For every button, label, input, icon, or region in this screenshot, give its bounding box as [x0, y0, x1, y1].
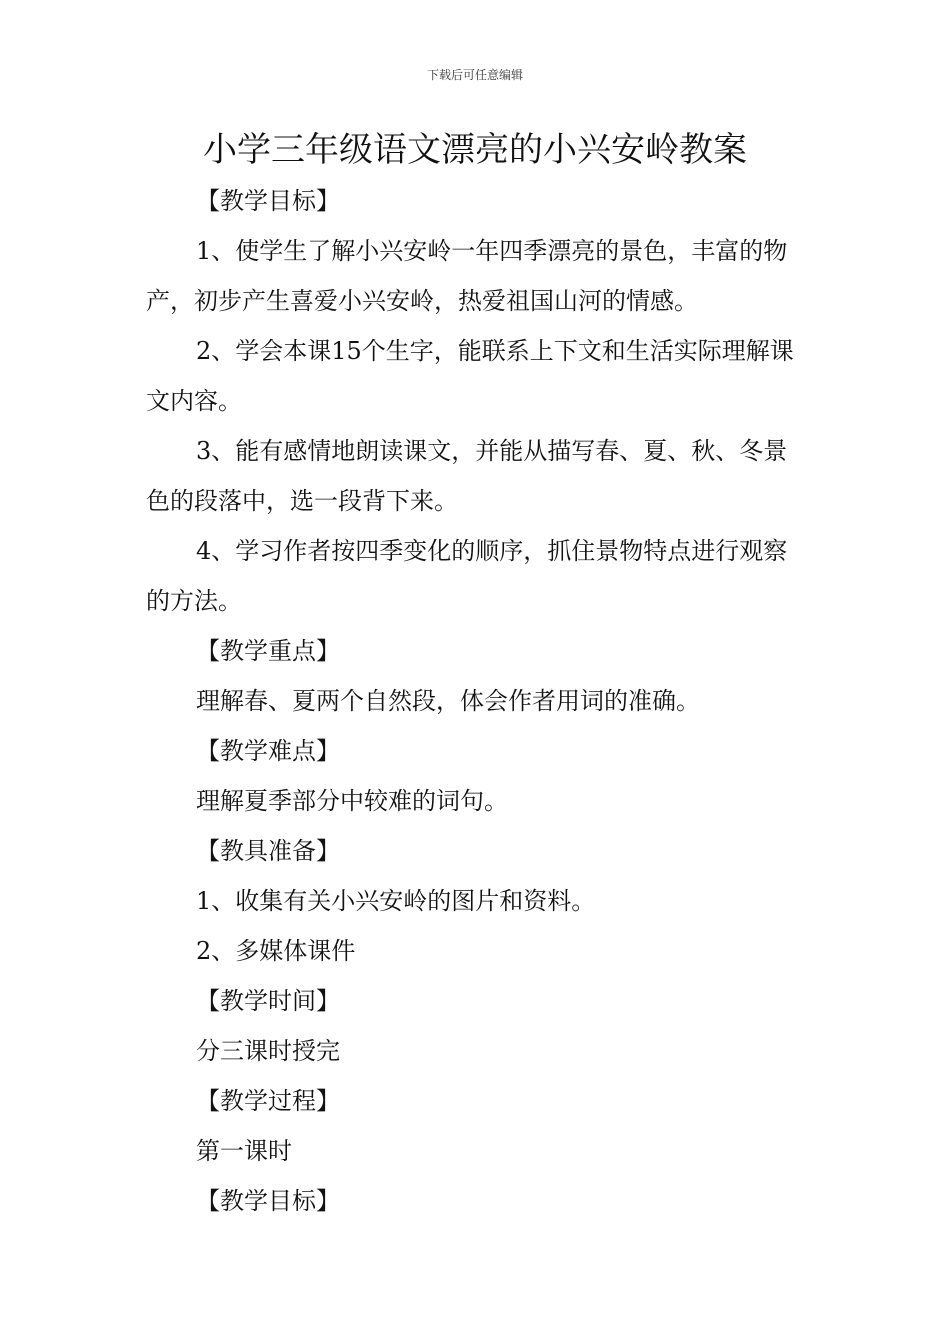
time-text: 分三课时授完	[196, 1037, 340, 1065]
lesson-one-label: 第一课时	[196, 1137, 292, 1165]
goal-item-2: 2、学会本课15个生字，能联系上下文和生活实际理解课文内容。	[146, 337, 794, 415]
section-heading-difficulties: 【教学难点】	[196, 737, 340, 765]
document-title: 小学三年级语文漂亮的小兴安岭教案	[203, 130, 747, 170]
section-heading-goals-lesson-one: 【教学目标】	[196, 1187, 340, 1215]
section-heading-goals: 【教学目标】	[196, 187, 340, 215]
goal-item-3: 3、能有感情地朗读课文，并能从描写春、夏、秋、冬景色的段落中，选一段背下来。	[146, 437, 788, 515]
document-body	[146, 176, 810, 1226]
materials-item-1: 1、收集有关小兴安岭的图片和资料。	[196, 887, 596, 915]
section-heading-time: 【教学时间】	[196, 987, 340, 1015]
materials-item-2: 2、多媒体课件	[196, 937, 356, 965]
key-points-text: 理解春、夏两个自然段，体会作者用词的准确。	[196, 687, 700, 715]
goal-item-1: 1、使学生了解小兴安岭一年四季漂亮的景色，丰富的物产，初步产生喜爱小兴安岭，热爱祖国山河的情感。	[146, 237, 788, 315]
goal-item-4: 4、学习作者按四季变化的顺序，抓住景物特点进行观察的方法。	[146, 537, 788, 615]
difficulties-text: 理解夏季部分中较难的词句。	[196, 787, 508, 815]
section-heading-key-points: 【教学重点】	[196, 637, 340, 665]
section-heading-materials: 【教具准备】	[196, 837, 340, 865]
header-note: 下载后可任意编辑	[426, 68, 523, 82]
section-heading-process: 【教学过程】	[196, 1087, 340, 1115]
